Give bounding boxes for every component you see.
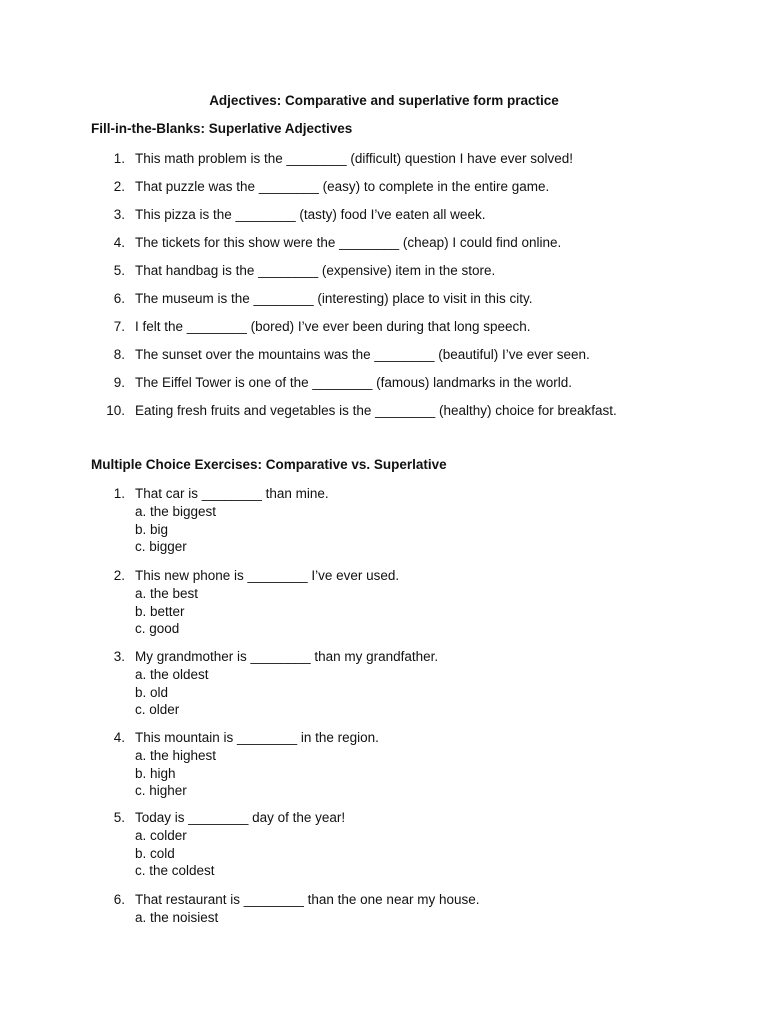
answer-option: b. better (135, 603, 185, 619)
document-title: Adjectives: Comparative and superlative form practice (209, 93, 559, 108)
question-number: 1. (113, 486, 125, 501)
item-text: This pizza is the ________ (tasty) food I’ve eaten all week. (135, 207, 486, 222)
item-text: That puzzle was the ________ (easy) to complete in the entire game. (135, 179, 550, 194)
item-text: The Eiffel Tower is one of the ________ (famous) landmarks in the world. (135, 375, 572, 390)
answer-option: b. old (135, 684, 169, 700)
item-number: 8. (113, 347, 125, 362)
answer-option: b. big (135, 521, 169, 537)
question-number: 4. (113, 730, 125, 745)
answer-option: a. colder (135, 827, 187, 843)
item-text: This math problem is the ________ (difficult) question I have ever solved! (135, 151, 573, 166)
item-number: 7. (113, 319, 125, 334)
question-text: This mountain is ________ in the region. (135, 730, 379, 745)
answer-option: a. the oldest (135, 666, 209, 682)
answer-option: a. the highest (135, 747, 217, 763)
answer-option: a. the best (135, 585, 199, 601)
item-number: 4. (113, 235, 125, 250)
answer-option: c. the coldest (135, 863, 215, 879)
answer-option: c. good (135, 621, 180, 637)
item-number: 9. (113, 375, 125, 390)
item-text: The museum is the ________ (interesting) place to visit in this city. (135, 291, 533, 306)
answer-option: c. bigger (135, 539, 187, 555)
item-text: The tickets for this show were the ________ (cheap) I could find online. (135, 235, 562, 250)
item-number: 5. (113, 263, 125, 278)
item-number: 2. (113, 179, 125, 194)
item-number: 1. (113, 151, 125, 166)
item-text: The sunset over the mountains was the ________ (beautiful) I’ve ever seen. (135, 347, 590, 362)
question-text: My grandmother is ________ than my grandfather. (135, 649, 439, 664)
question-text: That restaurant is ________ than the one near my house. (135, 892, 480, 907)
item-number: 10. (106, 403, 125, 418)
question-text: This new phone is ________ I’ve ever used. (135, 568, 400, 583)
item-text: I felt the ________ (bored) I’ve ever been during that long speech. (135, 319, 531, 334)
answer-option: a. the noisiest (135, 909, 219, 925)
question-number: 6. (113, 892, 125, 907)
answer-option: c. older (135, 702, 180, 718)
question-text: That car is ________ than mine. (135, 486, 329, 501)
section-heading-multiple-choice: Multiple Choice Exercises: Comparative vs. Superlative (91, 457, 447, 472)
item-text: That handbag is the ________ (expensive) item in the store. (135, 263, 496, 278)
question-number: 3. (113, 649, 125, 664)
question-number: 5. (113, 810, 125, 825)
answer-option: b. cold (135, 845, 175, 861)
section-heading-fill-in: Fill-in-the-Blanks: Superlative Adjectives (91, 121, 353, 136)
item-number: 3. (113, 207, 125, 222)
question-number: 2. (113, 568, 125, 583)
answer-option: a. the biggest (135, 503, 217, 519)
answer-option: b. high (135, 765, 176, 781)
item-number: 6. (113, 291, 125, 306)
answer-option: c. higher (135, 783, 187, 799)
question-text: Today is ________ day of the year! (135, 810, 346, 825)
item-text: Eating fresh fruits and vegetables is the ________ (healthy) choice for breakfast. (135, 403, 617, 418)
